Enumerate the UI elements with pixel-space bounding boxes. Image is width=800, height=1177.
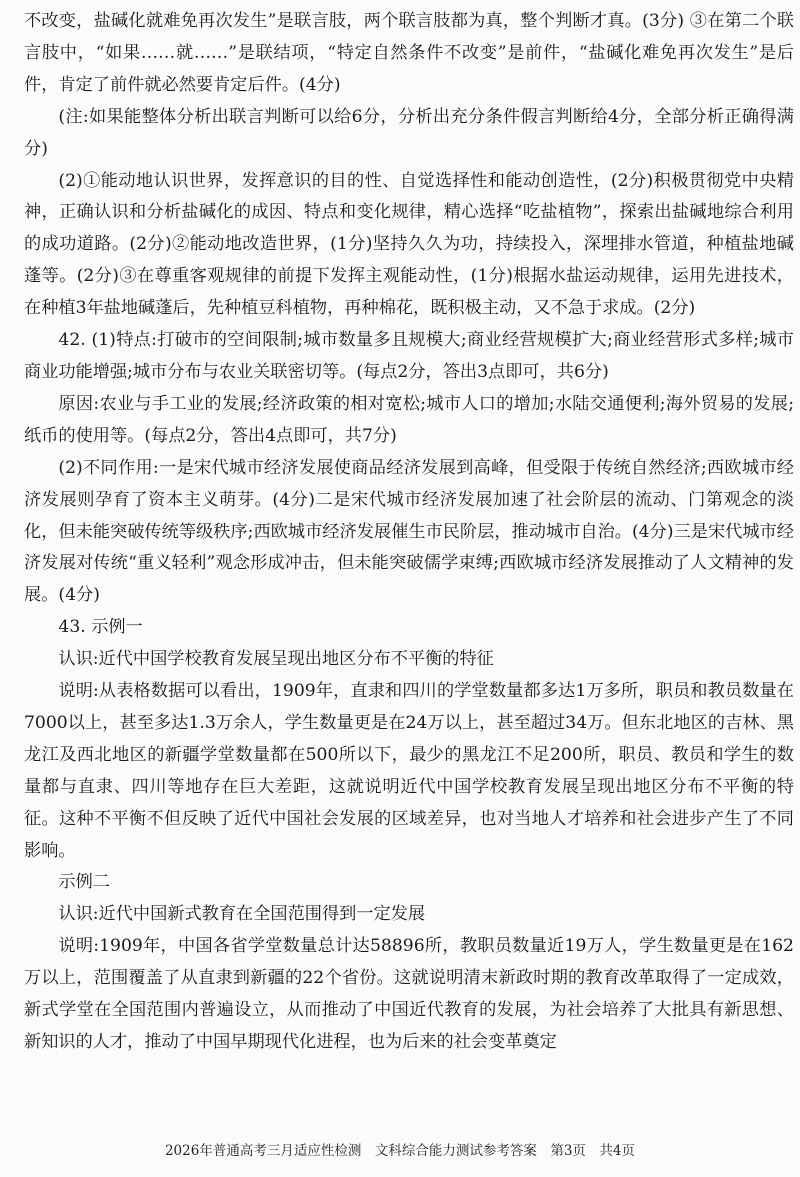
paragraph-43-example-2-claim: 认识:近代中国新式教育在全国范围得到一定发展 (58, 904, 426, 925)
page-footer: 2026年普通高考三月适应性检测 文科综合能力测试参考答案 第3页 共4页 (164, 1143, 636, 1159)
document-body (24, 6, 794, 1059)
paragraph-41-part-2: (2)①能动地认识世界，发挥意识的目的性、自觉选择性和能动创造性，(2分)积极贯彻党中央精神，正确认识和分析盐碱化的成因、特点和变化规律，精心选择“吃盐植物”，探索出盐碱地综合利用的成功道路。(2分)②能动地改造世界，(1分)坚持久久为功，持续投入，深埋排水管道，种植盐地碱蓬等。(2分)③在尊重客观规律的前提下发挥主观能动性，(1分)根据水盐运动规律，运用先进技术，在种植3年盐地碱蓬后，先种植豆科植物，再种棉花，既积极主动，又不急于求成。(2分) (24, 170, 794, 319)
paragraph-42-part-2: (2)不同作用:一是宋代城市经济发展使商品经济发展到高峰，但受限于传统自然经济;西欧城市经济发展则孕育了资本主义萌芽。(4分)二是宋代城市经济发展加速了社会阶层的流动、门第观念的淡化，但未能突破传统等级秩序;西欧城市经济发展催生市民阶层，推动城市自治。(4分)三是宋代城市经济发展对传统“重义轻利”观念形成冲击，但未能突破儒学束缚;西欧城市经济发展推动了人文精神的发展。(4分) (24, 457, 794, 606)
paragraph-43-example-2-heading: 示例二 (58, 872, 110, 893)
paragraph-42-part-1-features: 42. (1)特点:打破市的空间限制;城市数量多且规模大;商业经营规模扩大;商业经营形式多样;城市商业功能增强;城市分布与农业关联密切等。(每点2分，答出3点即可，共6分) (24, 330, 794, 382)
paragraph-scoring-note: (注:如果能整体分析出联言判断可以给6分，分析出充分条件假言判断给4分，全部分析正确得满分) (24, 106, 794, 159)
paragraph-42-part-1-reasons: 原因:农业与手工业的发展;经济政策的相对宽松;城市人口的增加;水陆交通便利;海外贸易的发展;纸币的使用等。(每点2分，答出4点即可，共7分) (24, 393, 794, 446)
paragraph-41-continued: 不改变，盐碱化就难免再次发生”是联言肢，两个联言肢都为真，整个判断才真。(3分) ③在第二个联言肢中，“如果……就……”是联结项，“特定自然条件不改变”是前件，“盐碱化难免再次发生”是后件，肯定了前件就必然要肯定后件。(4分) (24, 11, 794, 95)
paragraph-43-example-1-explanation: 说明:从表格数据可以看出，1909年，直隶和四川的学堂数量都多达1万多所，职员和教员数量在7000以上，甚至多达1.3万余人，学生数量更是在24万以上，甚至超过34万。但东北地区的吉林、黑龙江及西北地区的新疆学堂数量都在500所以下，最少的黑龙江不足200所，职员、教员和学生的数量都与直隶、四川等地存在巨大差距，这就说明近代中国学校教育发展呈现出地区分布不平衡的特征。这种不平衡不但反映了近代中国社会发展的区域差异，也对当地人才培养和社会进步产生了不同影响。 (24, 681, 794, 861)
paragraph-43-example-1-claim: 认识:近代中国学校教育发展呈现出地区分布不平衡的特征 (58, 649, 494, 670)
paragraph-43-example-1-heading: 43. 示例一 (58, 617, 143, 638)
paragraph-43-example-2-explanation: 说明:1909年，中国各省学堂数量总计达58896所，教职员数量近19万人，学生数量更是在162万以上，范围覆盖了从直隶到新疆的22个省份。这就说明清末新政时期的教育改革取得了一定成效，新式学堂在全国范围内普遍设立，从而推动了中国近代教育的发展，为社会培养了大批具有新思想、新知识的人才，推动了中国早期现代化进程，也为后来的社会变革奠定 (24, 936, 794, 1052)
